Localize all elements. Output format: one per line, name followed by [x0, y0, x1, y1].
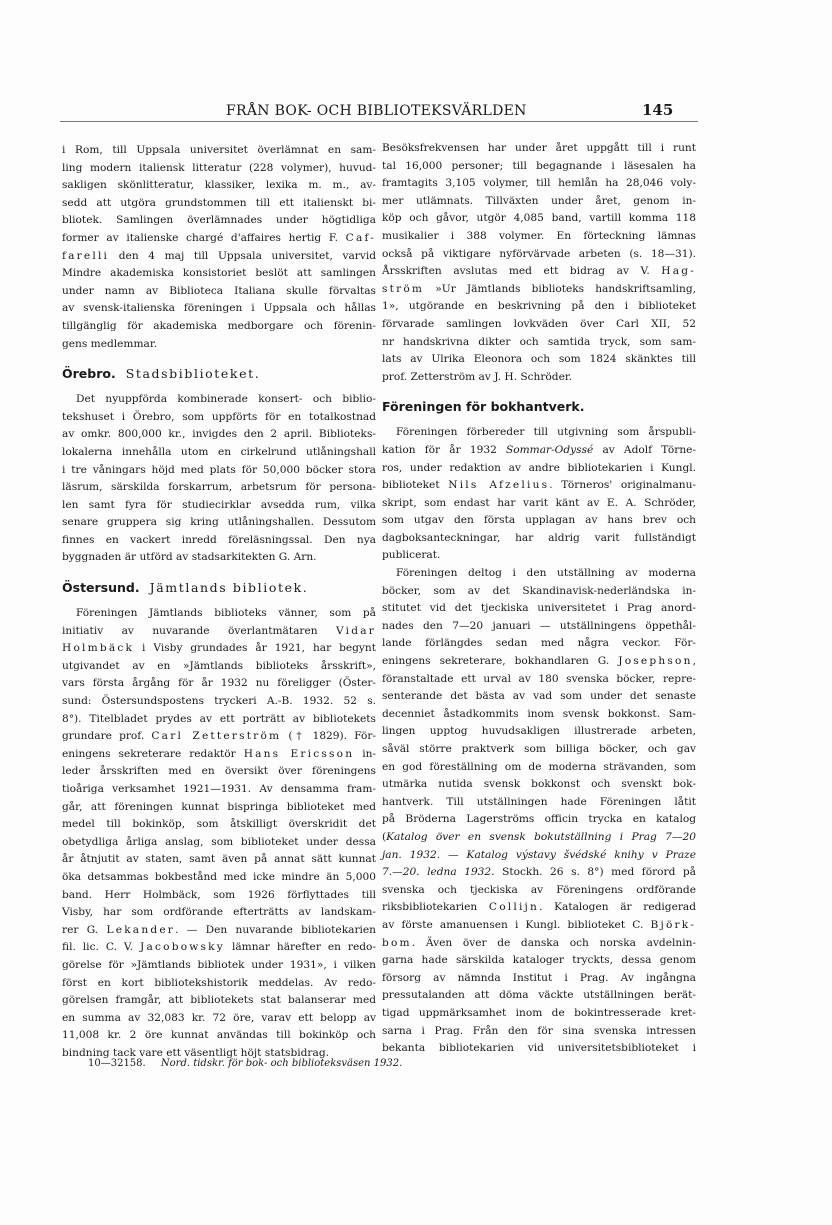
text-line: köp och gåvor, utgör 4,085 band, vartill komma 118	[382, 212, 696, 225]
text-line: garna hade särskilda kataloger tryckts, dessa genom	[382, 954, 696, 967]
text-segment: rer G.	[62, 923, 107, 936]
spaced-name: Caf-	[345, 231, 376, 244]
text-line: lingen upptog huvudsakligen illustrerade arbeten,	[382, 725, 696, 738]
text-line: en summa av 32,083 kr. 72 öre, varav ett belopp av	[62, 1011, 376, 1024]
text-line: len samt fyra för studiecirklar avsedda rum, vilka	[62, 498, 376, 511]
spaced-name: Vidar	[335, 624, 376, 637]
text-line	[382, 847, 696, 865]
text-segment: av Adolf Törne-	[593, 443, 696, 456]
text-line: Föreningen Jämtlands biblioteks vänner, som på	[76, 607, 376, 620]
text-line: sund: Östersundspostens tryckeri A.-B. 1932. 52 s.	[62, 695, 376, 708]
text-line	[382, 829, 696, 847]
italic-text: 7.—20. ledna 1932.	[382, 866, 495, 879]
text-line: sarna i Prag. Från den för sina svenska intressen	[382, 1024, 696, 1037]
running-header: FRÅN BOK- OCH BIBLIOTEKSVÄRLDEN	[226, 103, 527, 119]
spaced-name: Josephson	[618, 655, 693, 668]
text-line	[382, 281, 696, 299]
text-segment: . Även över de danska och norska avdelnin-	[411, 936, 696, 949]
text-segment: grundare prof.	[62, 730, 152, 743]
text-line: byggnaden är utförd av stadsarkitekten G. Arn.	[62, 551, 317, 564]
text-line	[62, 728, 376, 746]
text-segment: . Törneros' originalmanu-	[549, 479, 696, 492]
text-line: leder årsskriften med en översikt över föreningens	[62, 765, 376, 778]
text-segment: av förste amanuensen i Kungl. biblioteket C.	[382, 918, 651, 931]
text-line: svenska och tjeckiska av Föreningens ordförande	[382, 883, 696, 896]
text-line: tillgänglig för akademiska medborgare och förenin-	[62, 319, 376, 332]
spaced-name: Hag-	[661, 265, 696, 278]
page-footer	[88, 1058, 402, 1069]
text-line: som utgav den första upplagan av hans brev och	[382, 514, 696, 527]
section-heading	[382, 398, 696, 418]
spaced-name: Lekander	[106, 923, 176, 936]
text-segment: (	[382, 830, 387, 843]
text-line: 8°). Titelbladet prydes av ett porträtt av bibliotekets	[62, 712, 376, 725]
text-line: en god föreställning om de moderna strävanden, som	[382, 760, 696, 773]
section-heading-library: Stadsbiblioteket.	[125, 366, 261, 382]
text-line: tal 16,000 personer; till begagnande i läsesalen ha	[382, 159, 696, 172]
text-line: tigad uppmärksamhet inom de bokintresserade kret-	[382, 1006, 696, 1019]
text-segment: den 4 maj till Uppsala universitet, varvid	[109, 249, 376, 262]
text-line	[382, 899, 696, 917]
paragraph	[382, 565, 696, 1058]
text-line: musikalier i 388 volymer. En förteckning lämnas	[382, 229, 696, 242]
text-line: senare gruppera sig kring utlåningshallen. Dessutom	[62, 516, 376, 529]
text-line	[382, 442, 696, 460]
text-line: i Rom, till Uppsala universitet överlämnat en sam-	[62, 144, 376, 156]
section-heading-place: Östersund.	[62, 580, 140, 596]
text-segment: former av italienske chargé d'affaires hertig F.	[62, 231, 346, 244]
text-line: medel till bokinköp, som åtskilligt överskridit det	[62, 818, 376, 831]
right-column	[382, 140, 696, 1058]
text-line: läsrum, särskilda forskarrum, arbetsrum för persona-	[62, 481, 376, 494]
text-line: lokalerna innehålla utom en cirkelrund utlåningshall	[62, 445, 376, 458]
text-line: nr handskrivna dikter och samtida tryck, som sam-	[382, 335, 696, 348]
text-line: går, att föreningen kunnat bispringa biblioteket med	[62, 800, 376, 813]
journal-citation: Nord. tidskr. för bok- och biblioteksväsen 1932.	[160, 1058, 403, 1069]
text-segment: initiativ av nuvarande överlantmätaren	[62, 624, 336, 637]
text-line	[62, 640, 376, 658]
spaced-name: Björk-	[650, 918, 696, 931]
text-segment: riksbibliotekarien	[382, 901, 489, 914]
text-line: tioåriga verksamhet 1921—1931. Av densamma fram-	[62, 783, 376, 795]
text-line: i tre våningars höjd med plats för 50,000 böcker stora	[62, 463, 376, 476]
text-line: pressutalanden att döma väckte utställningen berät-	[382, 989, 696, 1002]
text-line	[62, 922, 376, 940]
text-line	[62, 623, 376, 641]
text-line: finnes en vackert inredd föreläsningssal. Den nya	[62, 533, 376, 546]
text-line: försorg av nämnda Institut i Prag. Av ingångna	[382, 971, 696, 984]
spaced-name: Nils Afzelius	[448, 479, 550, 492]
text-line: Besöksfrekvensen har under året uppgått till i runt	[382, 142, 696, 154]
spaced-name: Hans Ericsson	[243, 747, 355, 760]
text-segment: kation för år 1932	[382, 443, 506, 456]
text-line	[62, 230, 376, 248]
text-line: ling modern italiensk litteratur (228 volymer), huvud-	[62, 161, 376, 174]
text-line: av svensk-italienska föreningen i Uppsala och hållas	[62, 302, 376, 315]
text-line	[382, 477, 696, 495]
text-line: förvarade samlingen lovkväden över Carl XII, 52	[382, 317, 696, 330]
left-column	[62, 142, 376, 1063]
text-line: skript, som endast har varit känt av E. A. Schröder,	[382, 496, 696, 509]
paragraph	[62, 142, 376, 353]
text-line	[382, 935, 696, 953]
spaced-name: bom	[382, 936, 412, 949]
section-heading	[62, 579, 376, 599]
italic-text: jan. 1932. — Katalog výstavy švédské knihy v Praze	[382, 848, 696, 861]
text-segment: († 1829). För-	[281, 730, 376, 743]
text-line: lats av Ulrika Eleonora och som 1824 skänktes till	[382, 353, 696, 366]
header-rule	[60, 121, 698, 122]
text-line: bekanta bibliotekarien vid universitetsbiblioteket i	[382, 1042, 696, 1055]
text-line: stitutet vid det tjeckiska universitetet i Prag anord-	[382, 602, 696, 615]
text-line: på Bröderna Lagerströms officin trycka en katalog	[382, 813, 696, 826]
text-line: görelse för »Jämtlands bibliotek under 1931», i vilken	[62, 958, 376, 971]
text-line: under namn av Biblioteca Italiana skulle förvaltas	[62, 284, 376, 297]
printer-signature: 10—32158.	[88, 1058, 146, 1069]
text-line: 1», utgörande en beskrivning på den i biblioteket	[382, 300, 696, 313]
section-heading-place: Örebro.	[62, 366, 116, 382]
text-line: lande förlängdes sedan med några veckor. För-	[382, 637, 696, 650]
text-line: sakligen skönlitteratur, klassiker, lexika m. m., av-	[62, 179, 376, 192]
text-segment: Årsskriften avslutas med ett bidrag av V.	[382, 265, 662, 278]
text-line: Föreningen deltog i den utställning av moderna	[396, 567, 696, 580]
text-segment: fil. lic. C. V.	[62, 941, 141, 954]
section-heading	[62, 365, 376, 385]
text-segment: ,	[692, 655, 696, 668]
text-segment: lämnar härefter en redo-	[225, 941, 376, 954]
text-line	[382, 917, 696, 935]
text-line	[62, 746, 376, 764]
text-line	[62, 248, 376, 266]
text-line: år åtnjutit av staten, samt även på annat sätt kunnat	[62, 853, 376, 866]
text-line: tekshuset i Örebro, som uppförts för en totalkostnad	[62, 410, 376, 423]
text-segment: i Visby grundades år 1921, har begynt	[134, 642, 376, 655]
text-line: Det nyuppförda kombinerade konsert- och biblio-	[76, 393, 376, 406]
text-line: bindning tack vare ett väsentligt höjt statsbidrag.	[62, 1046, 329, 1059]
text-segment: biblioteket	[382, 479, 449, 492]
italic-text: Katalog över en svensk bokutställning i Prag 7—20	[386, 830, 696, 843]
paragraph	[382, 424, 696, 565]
text-segment: in-	[354, 747, 376, 760]
text-line: publicerat.	[382, 549, 441, 562]
text-line: görelsen framgår, att bibliotekets stat balanserar med	[62, 994, 376, 1007]
text-line: öka detsammas bokbestånd med icke mindre än 5,000	[62, 870, 376, 883]
text-line: vars första årgång för år 1932 nu föreligger (Öster-	[62, 677, 376, 690]
text-line: Föreningen förbereder till utgivning som årspubli-	[396, 426, 696, 439]
paragraph	[382, 140, 696, 386]
text-segment: eningens sekreterare, bokhandlaren G.	[382, 655, 619, 668]
text-line: bliotek. Samlingen överlämnades under högtidliga	[62, 214, 376, 227]
text-line: Visby, har som ordförande efterträtts av landskam-	[62, 906, 376, 919]
text-line: hantverk. Till utställningen hade Föreningen låtit	[382, 795, 696, 808]
text-line: sedd att utgöra grundstommen till ett italienskt bi-	[62, 196, 376, 209]
text-line: nades den 7—20 januari — utställningens öppethål-	[382, 619, 696, 632]
text-line: också på viktigare nyförvärvade arbeten (s. 18—31).	[382, 247, 696, 260]
section-heading-place: Föreningen för bokhantverk.	[382, 399, 585, 415]
spaced-name: Holmbäck	[62, 642, 135, 655]
text-line	[382, 653, 696, 671]
text-line: utmärka nutida svensk bokkonst och svenskt bok-	[382, 778, 696, 791]
text-line: av omkr. 800,000 kr., invigdes den 2 april. Biblioteks-	[62, 428, 376, 441]
paragraph	[62, 391, 376, 567]
text-segment: eningens sekreterare redaktör	[62, 747, 244, 760]
text-line: decenniet åstadkommits inom svensk bokkonst. Sam-	[382, 707, 696, 720]
spaced-name: ström	[382, 282, 425, 295]
section-heading-library: Jämtlands bibliotek.	[149, 580, 309, 596]
text-line: föranstaltade ett urval av 180 svenska böcker, repre-	[382, 672, 696, 685]
text-line	[62, 939, 376, 957]
text-line	[382, 263, 696, 281]
text-line: obetydliga årliga anslag, som biblioteket under dessa	[62, 835, 376, 848]
text-line	[382, 864, 696, 882]
text-line: dagboksanteckningar, har aldrig varit fullständigt	[382, 531, 696, 544]
text-line: framtagits 3,105 volymer, till hemlån ha 28,046 voly-	[382, 177, 696, 190]
text-line: mer utlämnats. Tillväxten under året, genom in-	[382, 194, 696, 207]
italic-text: Sommar-Odyssé	[506, 443, 594, 456]
paragraph	[62, 605, 376, 1062]
spaced-name: farelli	[62, 249, 110, 262]
text-line: ros, under redaktion av andre bibliotekarien i Kungl.	[382, 461, 696, 474]
spaced-name: Carl Zetterström	[151, 730, 282, 743]
spaced-name: Collijn	[488, 901, 540, 914]
text-line: såväl större praktverk som billiga böcker, och gav	[382, 743, 696, 755]
text-segment: . — Den nuvarande bibliotekarien	[175, 923, 376, 936]
spaced-name: Jacobowsky	[140, 941, 225, 954]
text-line: prof. Zetterström av J. H. Schröder.	[382, 370, 573, 383]
text-line: 11,008 kr. 2 öre kunnat användas till bokinköp och	[62, 1029, 376, 1042]
text-line: Mindre akademiska konsistoriet beslöt att samlingen	[62, 267, 376, 280]
text-segment: Stockh. 26 s. 8°) med förord på	[494, 866, 696, 879]
text-line: senterande det bästa av vad som under det senaste	[382, 690, 696, 703]
text-line: band. Herr Holmbäck, som 1926 förflyttades till	[62, 888, 376, 901]
text-line: först en kort bibliotekshistorik meddelas. Av redo-	[62, 976, 376, 989]
text-line: böcker, som av det Skandinavisk-nederländska in-	[382, 584, 696, 597]
text-line: utgivandet av en »Jämtlands biblioteks årsskrift»,	[62, 659, 376, 672]
page-number: 145	[642, 101, 674, 119]
text-segment: »Ur Jämtlands biblioteks handskriftsamling,	[424, 282, 696, 295]
text-segment: . Katalogen är redigerad	[539, 901, 696, 914]
text-line: gens medlemmar.	[62, 337, 158, 350]
